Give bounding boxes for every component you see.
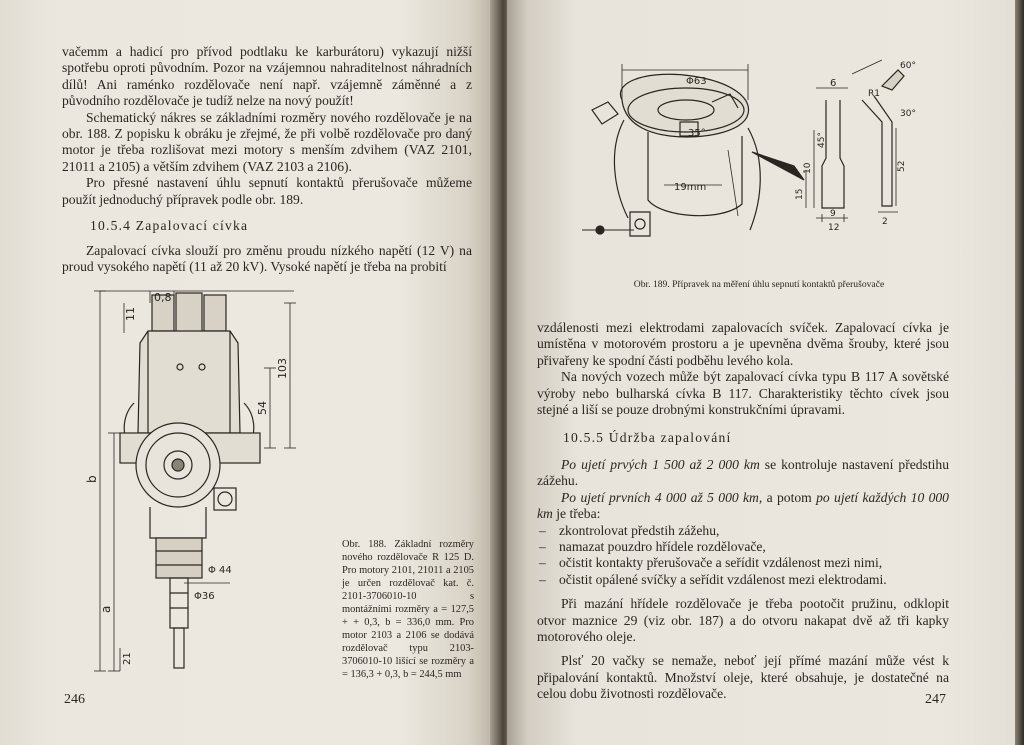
dimension-label: 10 xyxy=(803,162,813,174)
maintenance-text xyxy=(537,457,949,703)
dimension-label: 0,8 xyxy=(154,291,172,304)
dimension-label: a xyxy=(99,605,113,613)
paragraph xyxy=(537,490,949,523)
dimension-label: 2 xyxy=(882,217,888,227)
dimension-label: Φ63 xyxy=(686,76,707,87)
dimension-label: 35° xyxy=(688,128,706,139)
figure-189-dwell-angle-tool xyxy=(552,40,932,250)
emphasis: po ujetí každých 10 000 km xyxy=(537,489,949,522)
dimension-label: Φ36 xyxy=(194,591,215,602)
paragraph: Při mazání hřídele rozdělovače je třeba pootočit pružinu, odklopit otvor maznice 29 (viz obr. 187) a do otvoru nakapat dvě až tři kapky motorového oleje. xyxy=(537,596,949,645)
distributor-cap xyxy=(138,293,240,433)
dimension-label: 54 xyxy=(256,401,269,415)
right-page-text xyxy=(537,320,949,418)
paragraph: vzdálenosti mezi elektrodami zapalovacích svíček. Zapalovací cívka je umístěna v motorovém prostoru a je upevněna dvěma šrouby, které jsou přivařeny ke spodní části podběhu levého kola. xyxy=(537,320,949,368)
tool-drawing xyxy=(582,64,804,236)
text-span: a potom xyxy=(762,489,817,505)
paragraph: Na nových vozech může být zapalovací cívka typu B 117 A sovětské výroby nebo bulharská cívka B 117. Charakteristiky těchto cívek jsou stejné a liší se pouze drobnými konstrukčními úpravami. xyxy=(537,369,949,418)
maintenance-list xyxy=(537,523,949,589)
list-item: – zkontrolovat předstih zážehu, xyxy=(537,523,949,539)
dimension-label: 21 xyxy=(122,652,133,665)
dimension-label: b xyxy=(85,475,99,483)
figure-188-distributor-drawing xyxy=(85,283,310,683)
dimension-label: 103 xyxy=(276,358,289,379)
page-number: 247 xyxy=(925,692,946,707)
dimension-label: 12 xyxy=(828,223,840,233)
dimension-label: 19mm xyxy=(674,182,707,193)
text-span: je třeba: xyxy=(552,506,601,522)
right-page xyxy=(507,0,1017,745)
dimension-label: 11 xyxy=(124,307,137,321)
list-item: – namazat pouzdro hřídele rozdělovače, xyxy=(537,539,949,555)
figure-188-caption: Obr. 188. Základní rozměry nového rozdělovače R 125 D. Pro motory 2101, 21011 a 2105 je určen rozdělovač kat. č. 2101-3706010-10 s montážními rozměry a = 127,5 + + 0,3, b = 336,0 mm. Pro motor 2103 a 2106 se dodává rozdělovač typu 2103-3706010-10 lišící se rozměry a = 136,3 + 0,3, b = 244,5 mm xyxy=(342,539,474,680)
dimension-label: 60° xyxy=(900,61,916,71)
paragraph: Zapalovací cívka slouží pro změnu proudu nízkého napětí (12 V) na proud vysokého napětí (11 až 20 kV). Vysoké napětí je třeba na probití xyxy=(62,243,472,275)
page-number: 246 xyxy=(64,692,85,707)
book-edge xyxy=(1015,0,1024,745)
section-heading-ignition-coil: 10.5.4 Zapalovací cívka xyxy=(90,218,249,233)
dimension-label: R1 xyxy=(868,89,880,99)
list-item: – očistit kontakty přerušovače a seřídit vzdálenost mezi nimi, xyxy=(537,555,949,571)
paragraph: Pro přesné nastavení úhlu sepnutí kontaktů přerušovače můžeme použít jednoduchý přípravek podle obr. 189. xyxy=(62,175,472,207)
emphasis: Po ujetí prvních 4 000 až 5 000 km, xyxy=(561,489,763,505)
left-page-text xyxy=(62,44,472,208)
paragraph: Plsť 20 vačky se nemaže, neboť její přímé mazání může vést k připalování kontaktů. Množství oleje, které obsahuje, je dostatečné na celou dobu životnosti rozdělovače. xyxy=(537,653,949,702)
paragraph xyxy=(537,457,949,490)
dimension-label: 6 xyxy=(830,78,837,89)
section-heading-ignition-maintenance: 10.5.5 Údržba zapalování xyxy=(563,430,732,445)
dimension-label: 45° xyxy=(817,132,827,148)
text-span: se kontroluje nastavení předstihu zážehu. xyxy=(537,457,949,489)
emphasis: Po ujetí prvých 1 500 až 2 000 km xyxy=(561,457,760,472)
dimension-label: 15 xyxy=(795,188,805,200)
dimension-label: 30° xyxy=(900,109,916,119)
paragraph: Schematický nákres se základními rozměry nového rozdělovače je na obr. 188. Z popisku k obráku je zřejmé, že při volbě rozdělovače pro daný motor je třeba rozlišovat mezi motory s menším zdvihem (VAZ 2101, 21011 a 2105) a větším zdvihem (VAZ 2103 a 2106). xyxy=(62,109,472,174)
dimension-label: 9 xyxy=(830,209,836,219)
figure-189-caption: Obr. 189. Přípravek na měření úhlu sepnutí kontaktů přerušovače xyxy=(633,279,885,290)
dimension-label: Φ 44 xyxy=(208,565,232,576)
distributor-body xyxy=(120,403,260,668)
dimension-label: 52 xyxy=(897,160,907,172)
list-item: – očistit opálené svíčky a seřídit vzdálenost mezi elektrodami. xyxy=(537,572,949,588)
left-page xyxy=(0,0,497,745)
paragraph: vačemm a hadicí pro přívod podtlaku ke karburátoru) vykazují nižší spotřebu oproti původním. Pozor na vzájemnou nahraditelnost náhradních dílů! Ani raménko rozdělovače není např. vzájemně záměnné a z původního rozdělovače je tudíž nelze na nový použít! xyxy=(62,44,472,109)
